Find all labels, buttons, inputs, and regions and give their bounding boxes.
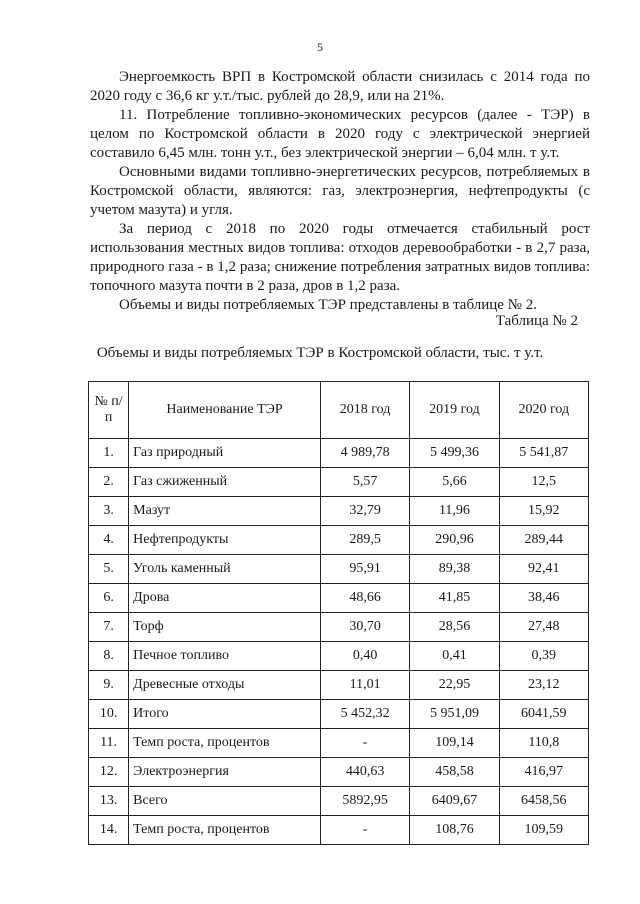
table-row [89,497,589,526]
row-number: 7. [89,613,129,642]
paragraph: Объемы и виды потребляемых ТЭР представлены в таблице № 2. [119,297,537,313]
header-number: № п/п [89,382,129,439]
value-2018: 95,91 [320,555,409,584]
value-2018: 30,70 [320,613,409,642]
value-2018: - [320,729,409,758]
ter-name: Уголь каменный [129,555,321,584]
value-2020: 5 541,87 [499,439,588,468]
paragraph: Основными видами топливно-энергетических ресурсов, потребляемых в Костромской области, являются: газ, электроэнергия, нефтепродукты (с учетом мазута) и угля. [90,164,590,218]
value-2018: 0,40 [320,642,409,671]
value-2019: 290,96 [410,526,499,555]
ter-name: Итого [129,700,321,729]
header-name: Наименование ТЭР [129,382,321,439]
ter-name: Печное топливо [129,642,321,671]
ter-name: Темп роста, процентов [129,816,321,845]
value-2019: 41,85 [410,584,499,613]
value-2018: - [320,816,409,845]
table-row [89,526,589,555]
value-2020: 110,8 [499,729,588,758]
value-2019: 5,66 [410,468,499,497]
value-2018: 5,57 [320,468,409,497]
value-2020: 416,97 [499,758,588,787]
body-text [90,68,590,315]
ter-name: Темп роста, процентов [129,729,321,758]
ter-name: Дрова [129,584,321,613]
value-2020: 15,92 [499,497,588,526]
value-2019: 5 499,36 [410,439,499,468]
row-number: 6. [89,584,129,613]
paragraph: 11. Потребление топливно-экономических ресурсов (далее - ТЭР) в целом по Костромской области в 2020 году с электрической энергией составило 6,45 млн. тонн у.т., без электрической энергии – 6,04 млн. т у.т. [90,107,590,161]
value-2020: 27,48 [499,613,588,642]
ter-table [88,381,589,845]
header-2018: 2018 год [320,382,409,439]
value-2018: 5892,95 [320,787,409,816]
table-row [89,555,589,584]
ter-name: Электроэнергия [129,758,321,787]
value-2020: 109,59 [499,816,588,845]
ter-name: Нефтепродукты [129,526,321,555]
table-row [89,642,589,671]
ter-name: Мазут [129,497,321,526]
row-number: 14. [89,816,129,845]
table-title: Объемы и виды потребляемых ТЭР в Костромской области, тыс. т у.т. [96,345,544,361]
row-number: 13. [89,787,129,816]
table-row [89,613,589,642]
row-number: 8. [89,642,129,671]
header-2020: 2020 год [499,382,588,439]
value-2019: 5 951,09 [410,700,499,729]
table-row [89,758,589,787]
value-2019: 108,76 [410,816,499,845]
row-number: 1. [89,439,129,468]
table-row [89,816,589,845]
value-2020: 23,12 [499,671,588,700]
value-2020: 38,46 [499,584,588,613]
value-2018: 5 452,32 [320,700,409,729]
table-row [89,439,589,468]
ter-name: Древесные отходы [129,671,321,700]
value-2019: 22,95 [410,671,499,700]
value-2018: 11,01 [320,671,409,700]
ter-name: Газ сжиженный [129,468,321,497]
value-2020: 92,41 [499,555,588,584]
row-number: 3. [89,497,129,526]
row-number: 2. [89,468,129,497]
ter-name: Торф [129,613,321,642]
table-body [89,439,589,845]
value-2019: 0,41 [410,642,499,671]
table-label: Таблица № 2 [495,313,578,329]
table-header-row [89,382,589,439]
value-2020: 289,44 [499,526,588,555]
table-row [89,468,589,497]
value-2018: 4 989,78 [320,439,409,468]
table-row [89,787,589,816]
ter-name: Газ природный [129,439,321,468]
table-row [89,729,589,758]
value-2019: 28,56 [410,613,499,642]
paragraph: Энергоемкость ВРП в Костромской области снизилась с 2014 года по 2020 году с 36,6 кг у.т./тыс. рублей до 28,9, или на 21%. [90,69,590,104]
table-row [89,584,589,613]
row-number: 10. [89,700,129,729]
value-2020: 6041,59 [499,700,588,729]
value-2018: 32,79 [320,497,409,526]
header-2019: 2019 год [410,382,499,439]
row-number: 11. [89,729,129,758]
page-number: 5 [317,40,323,54]
table-row [89,700,589,729]
row-number: 12. [89,758,129,787]
paragraph: За период с 2018 по 2020 годы отмечается стабильный рост использования местных видов топлива: отходов деревообработки - в 2,7 раза, природного газа - в 1,2 раза; снижение потребления затратных видов топлива: топочного мазута почти в 2 раза, дров в 1,2 раза. [90,221,590,294]
value-2019: 6409,67 [410,787,499,816]
value-2020: 6458,56 [499,787,588,816]
value-2018: 440,63 [320,758,409,787]
table-row [89,671,589,700]
value-2019: 458,58 [410,758,499,787]
value-2018: 289,5 [320,526,409,555]
value-2019: 11,96 [410,497,499,526]
row-number: 5. [89,555,129,584]
value-2019: 109,14 [410,729,499,758]
value-2020: 0,39 [499,642,588,671]
value-2019: 89,38 [410,555,499,584]
value-2020: 12,5 [499,468,588,497]
value-2018: 48,66 [320,584,409,613]
ter-name: Всего [129,787,321,816]
row-number: 4. [89,526,129,555]
row-number: 9. [89,671,129,700]
